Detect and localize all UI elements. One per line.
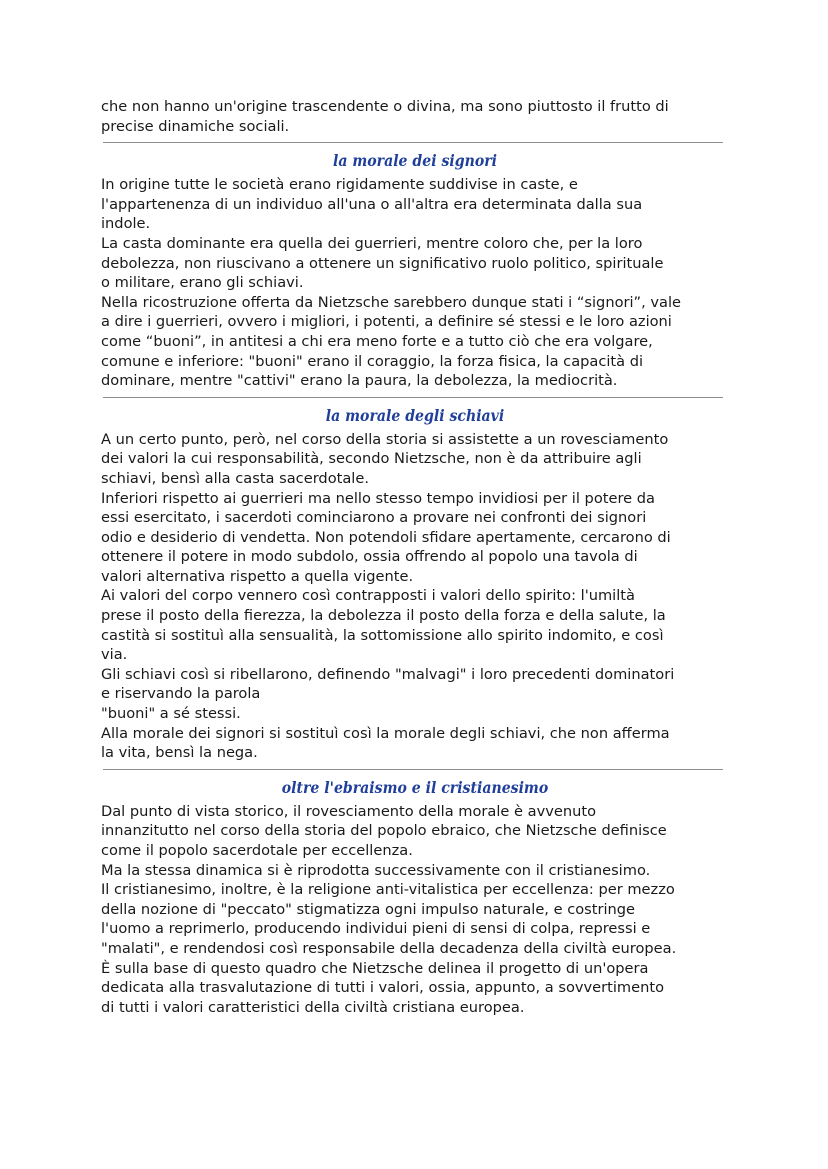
paragraph: Alla morale dei signori si sostituì così la morale degli schiavi, che non afferma la vita, bensì la nega. bbox=[101, 724, 670, 762]
paragraph: A un certo punto, però, nel corso della storia si assistette a un rovesciamento dei valori la cui responsabilità, secondo Nietzsche, non è da attribuire agli schiavi, bensì alla casta sacerdotale. bbox=[101, 430, 669, 487]
intro-paragraph: che non hanno un'origine trascendente o divina, ma sono piuttosto il frutto di precise dinamiche sociali. bbox=[101, 98, 669, 135]
paragraph: Ai valori del corpo vennero così contrapposti i valori dello spirito: l'umiltà prese il posto della fierezza, la debolezza il posto della forza e della salute, la castità si sostituì alla sensualità, la sottomissione allo spirito indomito, e così via. bbox=[101, 587, 666, 664]
section-ebraismo-cristianesimo bbox=[101, 770, 729, 1018]
paragraph: La casta dominante era quella dei guerrieri, mentre coloro che, per la loro debolezza, non riuscivano a ottenere un significativo ruolo politico, spirituale o militare, erano gli schiavi. bbox=[101, 234, 664, 292]
section-title: la morale dei signori bbox=[333, 151, 497, 171]
paragraph: È sulla base di questo quadro che Nietzsche delinea il progetto di un'opera dedicata alla trasvalutazione di tutti i valori, ossia, appunto, a sovvertimento di tutti i valori caratteristici della civiltà cristiana europea. bbox=[101, 959, 664, 1016]
document-page bbox=[101, 97, 729, 1017]
section-morale-schiavi bbox=[101, 398, 729, 763]
paragraph: Inferiori rispetto ai guerrieri ma nello stesso tempo invidiosi per il potere da essi esercitato, i sacerdoti cominciarono a provare nei confronti dei signori odio e desiderio di vendetta. Non potendoli sfidare apertamente, cercarono di ottenere il potere in modo subdolo, ossia offrendo al popolo una tavola di valori alternativa rispetto a quella vigente. bbox=[101, 489, 671, 585]
paragraph: Nella ricostruzione offerta da Nietzsche sarebbero dunque stati i “signori”, vale a dire i guerrieri, ovvero i migliori, i potenti, a definire sé stessi e le loro azioni come “buoni”, in antitesi a chi era meno forte e a tutto ciò che era volgare, comune e inferiore: "buoni" erano il coraggio, la forza fisica, la capacità di dominare, mentre "cattivi" erano la paura, la debolezza, la mediocrità. bbox=[101, 293, 682, 390]
section-morale-signori bbox=[101, 143, 729, 391]
paragraph: Dal punto di vista storico, il rovesciamento della morale è avvenuto innanzitutto nel corso della storia del popolo ebraico, che Nietzsche definisce come il popolo sacerdotale per eccellenza. bbox=[101, 802, 667, 859]
section-title: oltre l'ebraismo e il cristianesimo bbox=[281, 777, 549, 797]
section-title: la morale degli schiavi bbox=[325, 405, 505, 425]
paragraph: In origine tutte le società erano rigidamente suddivise in caste, e l'appartenenza di un individuo all'una o all'altra era determinata dalla sua indole. bbox=[101, 176, 643, 233]
paragraph: Ma la stessa dinamica si è riprodotta successivamente con il cristianesimo. bbox=[101, 861, 651, 879]
paragraph: Gli schiavi così si ribellarono, definendo "malvagi" i loro precedenti dominatori e riservando la parola "buoni" a sé stessi. bbox=[101, 665, 675, 723]
paragraph: Il cristianesimo, inoltre, è la religione anti-vitalistica per eccellenza: per mezzo della nozione di "peccato" stigmatizza ogni impulso naturale, e costringe l'uomo a reprimerlo, producendo individui pieni di sensi di colpa, repressi e "malati", e rendendosi così responsabile della decadenza della civiltà europea. bbox=[101, 881, 677, 957]
